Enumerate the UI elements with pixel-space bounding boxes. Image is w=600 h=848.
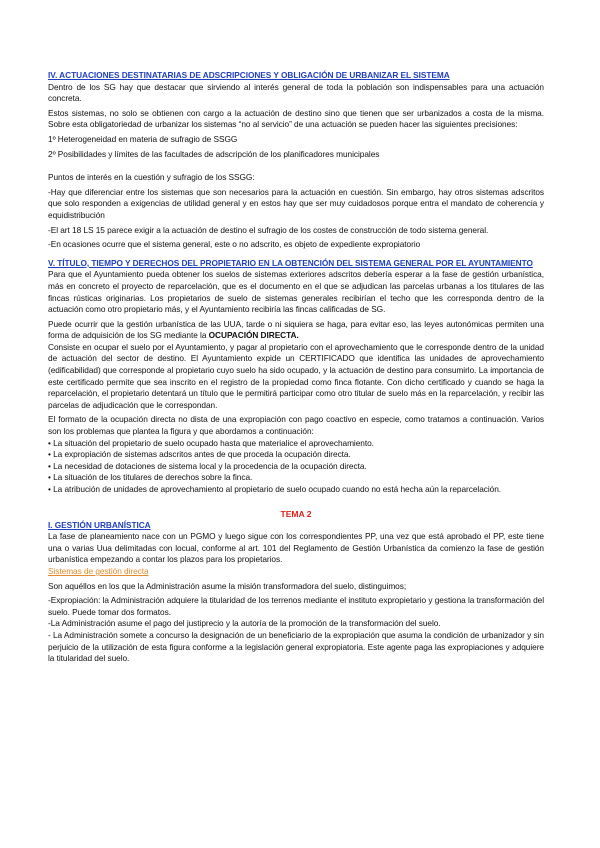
section-iv-heading: IV. ACTUACIONES DESTINATARIAS DE ADSCRIPCIONES Y OBLIGACIÓN DE URBANIZAR EL SISTEMA xyxy=(48,70,450,80)
section-v-paragraph-1: Para que el Ayuntamiento pueda obtener los suelos de sistemas exteriores adscritos debería esperar a la fase de gestión urbanística, más en concreto el proyecto de reparcelación, que es el documento en el que se adjudican las parcelas urbanas a los titulares de las fincas rústicas originarias. Los propietarios de suelo de sistemas generales recibirían el techo que les corresponda dentro de la actuación como otro propietario más, y el Ayuntamiento recibiría las fincas calificadas de SG. xyxy=(48,269,544,315)
problem-bullet-2: • La expropiación de sistemas adscritos antes de que proceda la ocupación directa. xyxy=(48,449,351,460)
problem-bullet-5: • La atribución de unidades de aprovechamiento al propietario de suelo ocupado cuando no está hecha aún la reparcelación. xyxy=(48,484,502,494)
interest-points-intro: Puntos de interés en la cuestión y sufragio de los SSGG: xyxy=(48,172,255,183)
ocupacion-directa-term: OCUPACIÓN DIRECTA. xyxy=(208,330,299,341)
section-v-paragraph-2 xyxy=(48,319,544,342)
gestion-item-expropiacion: -Expropiación: la Administración adquiere la titularidad de los terrenos mediante el instituto expropietario y gestiona la transformación del suelo. Puede tomar dos formatos. xyxy=(48,595,544,617)
section-iv-paragraph-1: Dentro de los SG hay que destacar que sirviendo al interés general de toda la población son indispensables para una actuación concreta. xyxy=(48,81,544,104)
section-v-paragraph-2-text: Puede ocurrir que la gestión urbanística de las UUA, tarde o ni siquiera se haga, para evitar eso, las leyes autonómicas permiten una forma de adquisición de los SG mediante la xyxy=(48,318,544,341)
section-v-heading: V. TÍTULO, TIEMPO Y DERECHOS DEL PROPIETARIO EN LA OBTENCIÓN DEL SISTEMA GENERAL POR EL AYUNTAMIENTO xyxy=(48,257,533,268)
interest-point-1: -Hay que diferenciar entre los sistemas que son necesarios para la actuación en cuestión. Sin embargo, hay otros sistemas adscritos que solo responden a exigencias de utilidad general y en estos hay que ser muy cuidadosos porque entra el mandato de coherencia y equidistribución xyxy=(48,186,544,220)
tema-2-title: TEMA 2 xyxy=(280,508,312,519)
section-v-paragraph-4: El formato de la ocupación directa no dista de una expropiación con pago coactivo en especie, como tratamos a continuación. Varios son los problemas que plantea la figura y que abordamos a continuación: xyxy=(48,414,544,437)
gestion-directa-subheading: Sistemas de gestión directa xyxy=(48,565,149,576)
section-iv-paragraph-2: Estos sistemas, no solo se obtienen con cargo a la actuación de destino sino que tienen que ser urbanizados a costa de la misma. Sobre esta obligatoriedad de urbanizar los sistemas “no al servicio” de una actuación se pueden hacer las siguientes precisiones: xyxy=(48,107,544,130)
section-iv-point-2: 2º Posibilidades y límites de las facultades de adscripción de los planificadores municipales xyxy=(48,148,380,159)
interest-point-2: -El art 18 LS 15 parece exigir a la actuación de destino el sufragio de los costes de construcción de todo sistema general. xyxy=(48,224,489,235)
problem-bullet-3: • La necesidad de dotaciones de sistema local y la procedencia de la ocupación directa. xyxy=(48,460,367,471)
gestion-paragraph-1: La fase de planeamiento nace con un PGMO y luego sigue con los correspondientes PP, una vez que está aprobado el PP, este tiene una o varias Uua delimitadas con locual, conforme al art. 101 del Reglamento de Gestión Urbanística da comienzo la fase de gestión urbanística empezando a contar los plazos para los propietarios. xyxy=(48,531,544,565)
gestion-item-justiprecio: -La Administración asume el pago del justiprecio y la autoría de la promoción de la transformación del suelo. xyxy=(48,618,441,629)
document-page xyxy=(48,70,544,665)
gestion-item-concurso: - La Administración somete a concurso la designación de un beneficiario de la expropiación que asuma la condición de urbanizador y sin perjuicio de la utilización de esta figura conforme a la legislación general expropiatoria. Este agente paga las expropiaciones y adquiere la titularidad del suelo. xyxy=(48,629,544,664)
interest-point-3: -En ocasiones ocurre que el sistema general, este o no adscrito, es objeto de expediente expropiatorio xyxy=(48,239,421,250)
problem-bullet-1: • La situación del propietario de suelo ocupado hasta que materialice el aprovechamiento. xyxy=(48,437,374,448)
section-v-paragraph-3: Consiste en ocupar el suelo por el Ayuntamiento, y pagar al propietario con el aprovechamiento que le corresponde dentro de la unidad de actuación del sector de destino. El Ayuntamiento expide un CERTIFICADO que identifica las unidades de aprovechamiento (edificabilidad) que corresponde al propietario cuyo suelo ha sido ocupado, y la actuación de destino para consumirlo. La importancia de este certificado permite que sea inscrito en el registro de la propiedad como finca flotante. Con dicho certificado y cuando se haga la reparcelación, el propietario detentará un título que le permitirá participar como otro titular de suelo más en la reparcelación, y recibir las parcelas de adjudicación que le correspondan. xyxy=(48,341,544,410)
section-iv-point-1: 1º Heterogeneidad en materia de sufragio de SSGG xyxy=(48,133,238,144)
gestion-urbanistica-heading: I. GESTIÓN URBANÍSTICA xyxy=(48,519,151,530)
gestion-paragraph-2: Son aquéllos en los que la Administración asume la misión transformadora del suelo, distinguimos; xyxy=(48,580,407,591)
problem-bullet-4: • La situación de los titulares de derechos sobre la finca. xyxy=(48,472,253,483)
